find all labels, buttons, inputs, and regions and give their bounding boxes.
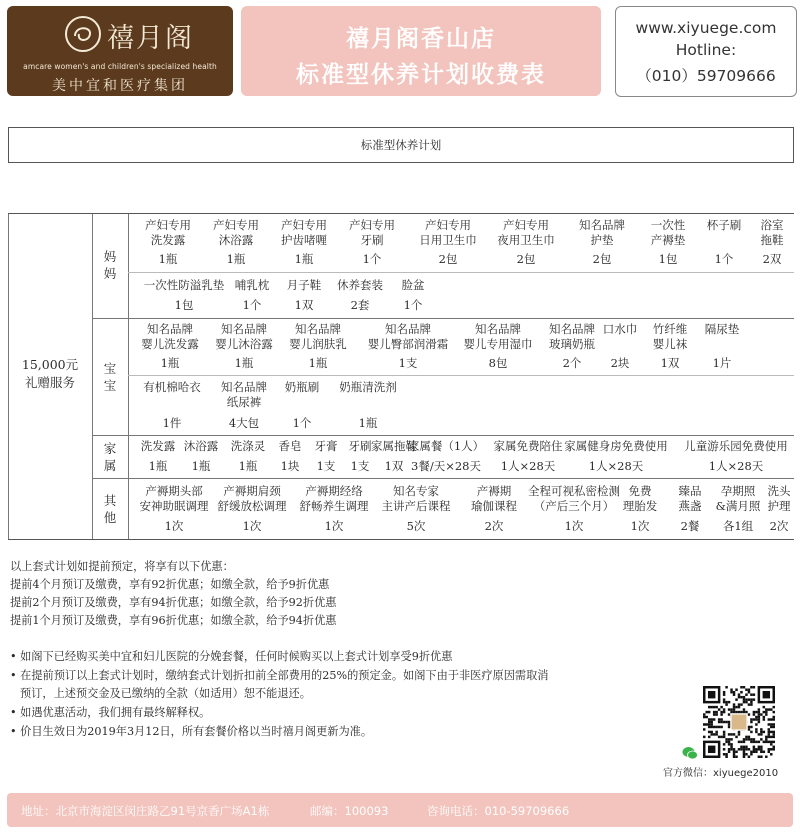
gift-item-quantity: 1包 — [658, 252, 678, 266]
gift-item-name: 知名专家 主讲产后课程 — [381, 484, 451, 513]
gift-item-name: 知名品牌 玻璃奶瓶 — [549, 322, 595, 351]
gift-item-quantity: 1个 — [292, 416, 312, 430]
gift-item-quantity: 1包 — [174, 298, 194, 312]
gift-item-quantity: 1次 — [564, 519, 584, 533]
gift-item-quantity: 1人×28天 — [708, 459, 764, 473]
gift-item-name: 免费 理胎发 — [622, 484, 658, 513]
gift-item-name: 家属餐（1人） — [407, 439, 485, 453]
gift-item-name: 杯子刷 — [706, 218, 742, 232]
gift-item-name: 香皂 — [278, 439, 302, 453]
gift-item-name: 家属免费陪住 — [493, 439, 563, 453]
gift-item-name: 一次性防溢乳垫 — [143, 278, 225, 292]
gift-item-name: 洗涤灵 — [230, 439, 266, 453]
gift-item-quantity: 1支 — [316, 459, 336, 473]
gift-item-quantity: 1瓶 — [238, 459, 258, 473]
gift-item-name: 产褥期 瑜伽课程 — [471, 484, 517, 513]
category-baby: 宝 宝 — [103, 361, 117, 393]
note-item: • 价目生效日为2019年3月12日，所有套餐价格以当时禧月阁更新为准。 — [10, 725, 373, 738]
gift-item-quantity: 1瓶 — [191, 459, 211, 473]
title-line-2: 标准型休养计划收费表 — [296, 62, 546, 88]
gift-item-quantity: 1个 — [242, 298, 262, 312]
gift-item-quantity: 2次 — [484, 519, 504, 533]
group-name: 美中宜和医疗集团 — [52, 78, 188, 94]
gift-item-quantity: 1瓶 — [158, 252, 178, 266]
plan-title: 标准型休养计划 — [8, 127, 794, 163]
gift-item-name: 产妇专用 护齿啫喱 — [281, 218, 327, 247]
hotline-number: （010）59709666 — [636, 67, 776, 85]
footer-bar — [7, 793, 793, 827]
note-item: • 在提前预订以上套式计划时，缴纳套式计划折扣前全部费用的25%的预定金。如阁下由于非医疗原因需取消 — [10, 669, 549, 682]
category-mom: 妈 妈 — [103, 249, 117, 281]
gift-item-quantity: 2包 — [592, 252, 612, 266]
discount-item: 提前4个月预订及缴费，享有92折优惠；如缴全款，给予9折优惠 — [10, 578, 330, 591]
gift-item-quantity: 1个 — [714, 252, 734, 266]
gift-item-name: 洗发露 — [140, 439, 176, 453]
gift-item-name: 产妇专用 洗发露 — [145, 218, 191, 247]
category-other: 其 他 — [103, 493, 117, 525]
gift-item-quantity: 2餐 — [680, 519, 700, 533]
gift-item-quantity: 1瓶 — [358, 416, 378, 430]
gift-item-name: 知名品牌 婴儿沐浴露 — [215, 322, 273, 351]
gift-item-name: 知名品牌 婴儿洗发露 — [141, 322, 199, 351]
gift-item-name: 产褥期经络 舒畅养生调理 — [299, 484, 369, 513]
gift-item-quantity: 2双 — [762, 252, 782, 266]
gift-item-quantity: 2个 — [562, 356, 582, 370]
discount-item: 提前1个月预订及缴费，享有96折优惠；如缴全款，给予94折优惠 — [10, 614, 337, 627]
gift-item-quantity: 1支 — [350, 459, 370, 473]
gift-item-quantity: 1次 — [242, 519, 262, 533]
category-home: 家 属 — [103, 441, 117, 473]
gift-item-name: 知名品牌 护垫 — [579, 218, 625, 247]
wechat-qr-code — [703, 686, 775, 758]
gift-item-name: 脸盆 — [401, 278, 425, 292]
brand-emblem-icon — [63, 14, 103, 54]
gift-item-name: 知名品牌 婴儿润肤乳 — [289, 322, 347, 351]
gift-item-quantity: 1片 — [712, 356, 732, 370]
gift-item-name: 全程可视私密检测 （产后三个月） — [528, 484, 620, 513]
gift-item-quantity: 1个 — [362, 252, 382, 266]
gift-item-name: 臻品 燕盏 — [678, 484, 702, 513]
discount-item: 提前2个月预订及缴费，享有94折优惠；如缴全款，给予92折优惠 — [10, 596, 337, 609]
gift-item-name: 孕期照 &满月照 — [715, 484, 761, 513]
gift-item-quantity: 1瓶 — [234, 356, 254, 370]
gift-item-quantity: 3餐/天×28天 — [411, 459, 481, 473]
note-item: • 如阁下已经购买美中宜和妇儿医院的分娩套餐，任何时候购买以上套式计划享受9折优惠 — [10, 650, 453, 663]
gift-item-name: 牙膏 — [314, 439, 338, 453]
gift-item-name: 口水巾 — [602, 322, 638, 336]
gift-item-name: 家属拖鞋 — [371, 439, 417, 453]
gift-table — [8, 213, 794, 540]
gift-item-name: 知名品牌 纸尿裤 — [221, 380, 267, 409]
gift-item-quantity: 1块 — [280, 459, 300, 473]
gift-item-quantity: 1双 — [660, 356, 680, 370]
gift-item-quantity: 2套 — [350, 298, 370, 312]
gift-item-quantity: 5次 — [406, 519, 426, 533]
plan-price: 15,000元 — [21, 357, 79, 372]
gift-item-name: 产妇专用 夜用卫生巾 — [497, 218, 555, 247]
gift-item-name: 儿童游乐园免费使用 — [684, 439, 788, 453]
note-item: • 如遇优惠活动，我们拥有最终解释权。 — [10, 706, 211, 719]
brand-logo — [7, 6, 233, 96]
gift-item-name: 家属健身房免费使用 — [564, 439, 668, 453]
note-item: 预订，上述预交金及已缴纳的全款（如适用）恕不能退还。 — [20, 687, 311, 700]
gift-item-quantity: 2包 — [516, 252, 536, 266]
gift-item-quantity: 2块 — [610, 356, 630, 370]
gift-item-quantity: 1瓶 — [308, 356, 328, 370]
contact-box — [615, 6, 797, 97]
hotline-label: Hotline: — [675, 41, 737, 59]
gift-item-quantity: 1双 — [294, 298, 314, 312]
footer-postcode: 邮编：100093 — [310, 804, 389, 818]
title-line-1: 禧月阁香山店 — [346, 26, 496, 52]
discount-intro: 以上套式计划如提前预定，将享有以下优惠： — [10, 560, 234, 573]
gift-item-quantity: 2次 — [769, 519, 789, 533]
wechat-label: 官方微信：xiyuege2010 — [663, 768, 779, 779]
wechat-icon — [682, 745, 698, 761]
gift-item-quantity: 1支 — [398, 356, 418, 370]
gift-item-name: 牙刷 — [348, 439, 372, 453]
brand-name: 禧月阁 — [107, 23, 194, 54]
gift-item-name: 隔尿垫 — [704, 322, 740, 336]
gift-label: 礼赠服务 — [24, 375, 75, 390]
gift-item-name: 竹纤维 婴儿袜 — [652, 322, 688, 351]
gift-item-quantity: 1次 — [630, 519, 650, 533]
brand-english: amcare women's and children's specialized health — [23, 62, 217, 71]
gift-item-name: 产褥期肩颈 舒缓放松调理 — [217, 484, 287, 513]
gift-item-quantity: 1次 — [164, 519, 184, 533]
website-link[interactable]: www.xiyuege.com — [635, 19, 777, 37]
gift-item-name: 产褥期头部 安神助眠调理 — [139, 484, 209, 513]
gift-item-quantity: 1瓶 — [294, 252, 314, 266]
gift-item-name: 知名品牌 婴儿臀部润滑霜 — [367, 322, 449, 351]
gift-item-name: 月子鞋 — [286, 278, 322, 292]
gift-item-name: 知名品牌 婴儿专用湿巾 — [463, 322, 533, 351]
gift-item-name: 产妇专用 牙刷 — [349, 218, 395, 247]
gift-item-quantity: 1人×28天 — [588, 459, 644, 473]
gift-item-quantity: 2包 — [438, 252, 458, 266]
gift-item-quantity: 1瓶 — [148, 459, 168, 473]
gift-item-quantity: 1件 — [162, 416, 182, 430]
gift-item-name: 有机棉哈衣 — [143, 380, 201, 394]
gift-item-name: 产妇专用 日用卫生巾 — [419, 218, 477, 247]
gift-item-quantity: 8包 — [488, 356, 508, 370]
gift-item-name: 沐浴露 — [183, 439, 219, 453]
gift-item-name: 浴室 拖鞋 — [760, 218, 784, 247]
gift-item-name: 一次性 产褥垫 — [650, 218, 686, 247]
gift-item-quantity: 1瓶 — [226, 252, 246, 266]
footer-phone: 咨询电话：010-59709666 — [427, 804, 570, 818]
gift-item-name: 奶瓶刷 — [284, 380, 320, 394]
gift-item-quantity: 4大包 — [228, 416, 260, 430]
gift-item-name: 洗头 护理 — [767, 484, 791, 513]
page-title — [241, 6, 601, 96]
gift-item-name: 产妇专用 沐浴露 — [213, 218, 259, 247]
gift-item-name: 奶瓶清洗剂 — [339, 380, 397, 394]
gift-item-name: 哺乳枕 — [234, 278, 270, 292]
gift-item-quantity: 1瓶 — [160, 356, 180, 370]
gift-item-quantity: 1人×28天 — [500, 459, 556, 473]
gift-item-quantity: 1次 — [324, 519, 344, 533]
footer-address: 地址：北京市海淀区闵庄路乙91号京香广场A1栋 — [21, 804, 270, 818]
gift-item-quantity: 1个 — [403, 298, 423, 312]
gift-item-quantity: 各1组 — [722, 519, 754, 533]
gift-item-name: 休养套装 — [337, 278, 383, 292]
gift-item-quantity: 1双 — [384, 459, 404, 473]
